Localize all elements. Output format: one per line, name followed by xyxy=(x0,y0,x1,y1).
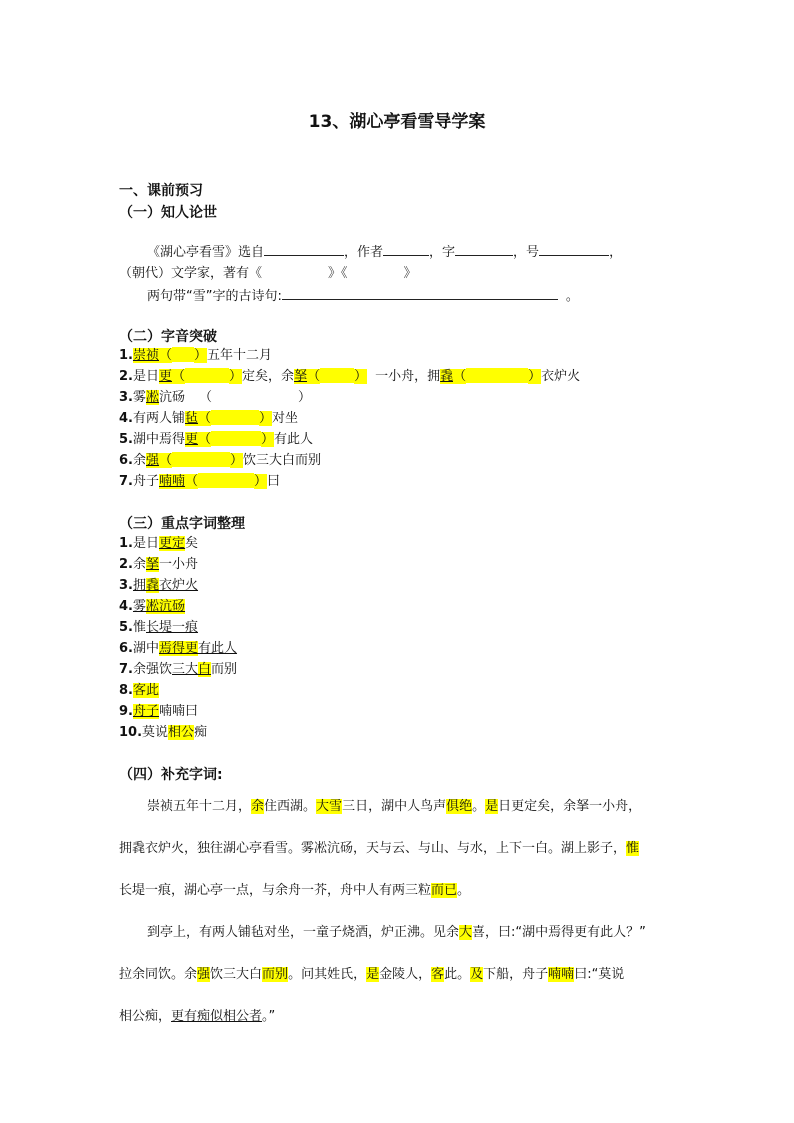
key-word-item: 6.湖中焉得更有此人 xyxy=(119,641,238,656)
subheading-pronunciation: （二）字音突破 xyxy=(119,329,217,345)
key-word-item: 7.余强饮三大白而别 xyxy=(119,662,238,677)
highlighted-word: 而已 xyxy=(431,883,458,898)
pronunciation-item: 6.余强（ ）饮三大白而别 xyxy=(119,453,322,468)
pinyin-box[interactable] xyxy=(320,368,354,383)
pinyin-box[interactable] xyxy=(211,431,261,446)
pronunciation-item: 7.舟子喃喃（ ）曰 xyxy=(119,474,281,489)
passage-text: 。 xyxy=(472,799,486,814)
key-word-item: 3.拥毳衣炉火 xyxy=(119,578,199,593)
subheading-key-words: （三）重点字词整理 xyxy=(119,516,245,532)
highlighted-word: 喃喃 xyxy=(548,967,575,982)
subheading-supplementary: （四）补充字词: xyxy=(119,767,223,783)
passage-text: 此。 xyxy=(444,967,471,982)
highlighted-word: 惟 xyxy=(626,841,640,856)
author-line-2: （朝代）文学家，著有《 》《 》 xyxy=(119,266,417,281)
passage-text: 拥毳衣炉火，独往湖心亭看雪。雾凇沆砀，天与云、与山、与水，上下一白。湖上影子， xyxy=(119,841,627,856)
blank-courtesy-name[interactable] xyxy=(455,243,513,256)
page-title: 13、湖心亭看雪导学案 xyxy=(308,112,486,132)
key-word-item: 5.惟长堤一痕 xyxy=(119,620,199,635)
passage-text: 日更定矣，余拏一小舟， xyxy=(498,799,642,814)
passage-text: 。问其姓氏， xyxy=(288,967,367,982)
pinyin-box[interactable] xyxy=(198,473,254,488)
passage-text: 喜，曰:“湖中焉得更有此人？” xyxy=(472,925,646,940)
highlighted-word: 而别 xyxy=(262,967,289,982)
pronunciation-item: 2.是日更（ ）定矣，余拏（ ） 一小舟，拥毳（ ）衣炉火 xyxy=(119,369,581,384)
passage-line xyxy=(119,963,624,982)
highlighted-word: 是 xyxy=(366,967,380,982)
highlighted-word: 俱绝 xyxy=(446,799,473,814)
highlighted-word: 大雪 xyxy=(316,799,343,814)
author-line-3: 两句带“雪”字的古诗句: 。 xyxy=(147,289,579,304)
highlighted-word: 及 xyxy=(470,967,484,982)
passage-text: 到亭上，有两人铺毡对坐，一童子烧酒，炉正沸。见余 xyxy=(147,925,460,940)
highlighted-word: 大 xyxy=(459,925,473,940)
passage-line xyxy=(147,921,646,940)
pinyin-box[interactable] xyxy=(185,368,229,383)
pronunciation-item: 5.湖中焉得更（ ）有此人 xyxy=(119,432,314,447)
passage-text: 拉余同饮。余 xyxy=(119,967,198,982)
blank-art-name[interactable] xyxy=(539,243,609,256)
author-line-1: 《湖心亭看雪》选自 ，作者 ，字 ，号 ， xyxy=(147,245,623,260)
highlighted-word: 强 xyxy=(197,967,211,982)
blank-snow-poems[interactable] xyxy=(282,287,558,300)
passage-line xyxy=(147,795,641,814)
pinyin-box[interactable] xyxy=(211,410,259,425)
passage-text: 。 xyxy=(457,883,471,898)
passage-text: 下船，舟子 xyxy=(483,967,549,982)
key-word-item: 4.雾凇沆砀 xyxy=(119,599,186,614)
pronunciation-item: 1.崇祯（ ）五年十二月 xyxy=(119,348,273,363)
passage-text: 三日，湖中人鸟声 xyxy=(342,799,447,814)
pinyin-box[interactable] xyxy=(212,389,298,404)
passage-text: 金陵人， xyxy=(379,967,432,982)
pronunciation-item: 4.有两人铺毡（ ）对坐 xyxy=(119,411,299,426)
blank-author[interactable] xyxy=(383,243,429,256)
subheading-author-background: （一）知人论世 xyxy=(119,205,217,221)
blank-source[interactable] xyxy=(264,243,344,256)
pronunciation-item: 3.雾凇沆砀 （ ） xyxy=(119,390,312,405)
highlighted-word: 是 xyxy=(485,799,499,814)
key-word-item: 2.余拏一小舟 xyxy=(119,557,199,572)
passage-line: 相公痴，更有痴似相公者。” xyxy=(119,1009,276,1024)
passage-text: 崇祯五年十二月， xyxy=(147,799,252,814)
key-word-item: 10.莫说相公痴 xyxy=(119,725,208,740)
pinyin-box[interactable] xyxy=(466,368,528,383)
passage-text: 饮三大白 xyxy=(210,967,263,982)
highlighted-word: 余 xyxy=(251,799,265,814)
passage-text: 住西湖。 xyxy=(264,799,317,814)
section-heading-preview: 一、课前预习 xyxy=(119,183,203,199)
passage-text: 长堤一痕，湖心亭一点，与余舟一芥，舟中人有两三粒 xyxy=(119,883,432,898)
key-word-item: 9.舟子喃喃曰 xyxy=(119,704,199,719)
passage-line xyxy=(119,879,470,898)
key-word-item: 8.客此 xyxy=(119,683,159,698)
passage-text: 曰:“莫说 xyxy=(574,967,625,982)
pinyin-box[interactable] xyxy=(172,452,230,467)
pinyin-box[interactable] xyxy=(172,347,194,362)
passage-line xyxy=(119,837,639,856)
key-word-item: 1.是日更定矣 xyxy=(119,536,199,551)
highlighted-word: 客 xyxy=(431,967,445,982)
